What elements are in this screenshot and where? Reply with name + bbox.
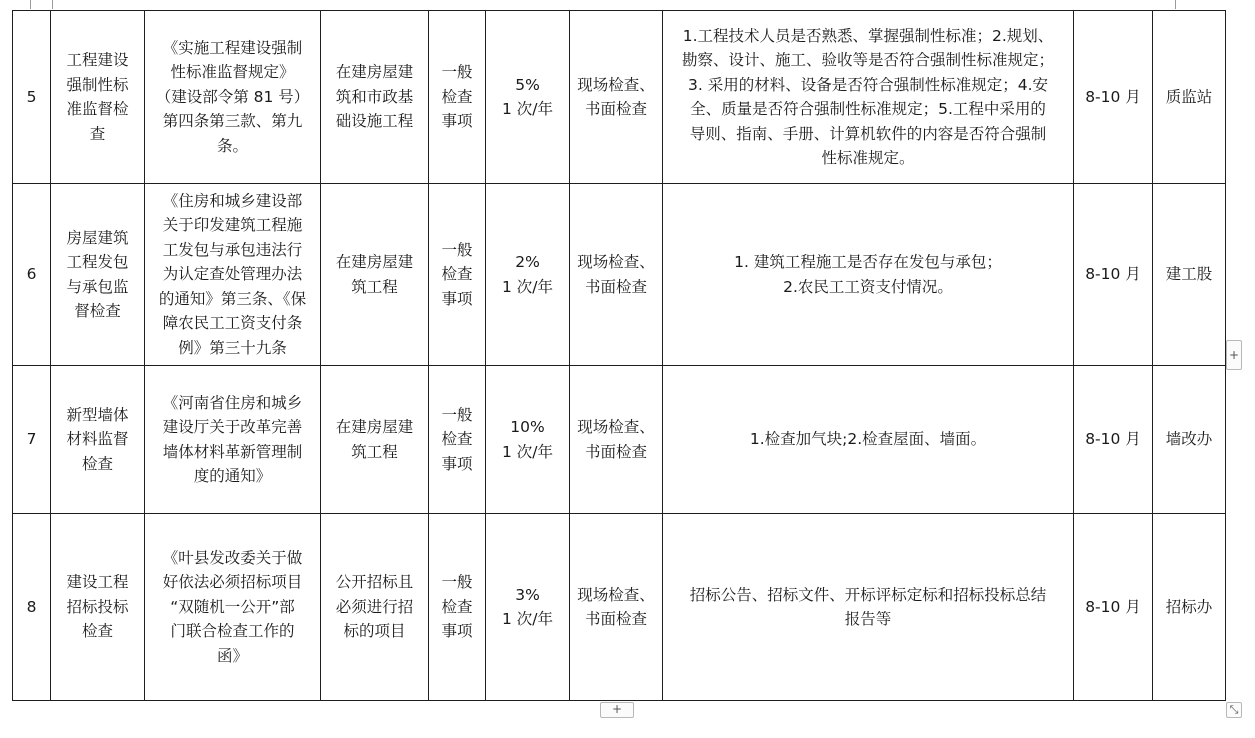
cell-line: 筑和市政基: [335, 87, 414, 106]
table-row: [13, 514, 1226, 701]
cell-line: 招标投标: [66, 597, 129, 616]
cell-line: 1.工程技术人员是否熟悉、掌握强制性标准；2.规划、: [682, 26, 1054, 45]
check-content-cell: [663, 184, 1074, 366]
cell-line: 《实施工程建设强制: [162, 38, 303, 57]
item-name-cell: [51, 184, 145, 366]
cell-line: 建设厅关于改革完善: [162, 418, 303, 436]
cell-line: 例》第三十九条: [178, 338, 287, 357]
cell-line: 础设施工程: [335, 112, 414, 131]
row-number-cell: 6: [13, 184, 51, 366]
cell-line: 导则、指南、手册、计算机软件的内容是否符合强制: [689, 124, 1047, 143]
cell-line: 检查: [81, 622, 113, 641]
cell-line: 检查: [441, 597, 473, 616]
cell-line: 好依法必须招标项目: [162, 573, 303, 592]
department-cell: 招标办: [1153, 514, 1226, 701]
scope-cell: [321, 184, 429, 366]
cell-line: 检查: [441, 265, 473, 284]
cell-line: 在建房屋建: [335, 253, 414, 271]
cell-line: 3%: [515, 585, 540, 604]
scope-cell: [321, 366, 429, 514]
cell-line: 事项: [441, 112, 473, 131]
cell-line: 性标准监督规定》: [170, 63, 295, 82]
cell-line: 招标公告、招标文件、开标评标定标和招标投标总结: [689, 585, 1047, 604]
add-column-button[interactable]: +: [1226, 340, 1242, 370]
cell-line: 材料监督: [66, 430, 129, 449]
cell-line: 检查: [441, 430, 473, 449]
cell-line: （建设部令第 81 号）: [155, 87, 310, 106]
scope-cell: [321, 514, 429, 701]
cell-line: 《叶县发改委关于做: [162, 548, 303, 567]
cell-line: 工程发包: [66, 253, 129, 271]
cell-line: 书面检查: [584, 100, 647, 118]
ratio-frequency-cell: [486, 366, 570, 514]
cell-line: 1. 建筑工程施工是否存在发包与承包；: [734, 253, 1002, 271]
cell-line: 工发包与承包违法行: [162, 240, 303, 259]
cell-line: 一般: [441, 63, 473, 82]
cell-line: 2%: [515, 253, 540, 271]
time-cell: 8-10 月: [1074, 366, 1153, 514]
check-method-cell: [570, 514, 663, 701]
table-body: [13, 11, 1226, 701]
cell-line: 报告等: [844, 610, 892, 628]
table-row: [13, 11, 1226, 184]
cell-line: 督检查: [74, 302, 121, 320]
department-cell: 墙改办: [1153, 366, 1226, 514]
cell-line: 条。: [216, 136, 248, 155]
cell-line: 门联合检查工作的: [170, 622, 295, 641]
cell-line: 一般: [441, 405, 473, 424]
add-row-button[interactable]: +: [600, 702, 634, 718]
cell-line: 1 次/年: [501, 100, 553, 118]
cell-line: 书面检查: [584, 610, 647, 628]
row-number-cell: 5: [13, 11, 51, 184]
department-cell: 质监站: [1153, 11, 1226, 184]
cell-line: 一般: [441, 240, 473, 259]
check-method-cell: [570, 184, 663, 366]
department-cell: 建工股: [1153, 184, 1226, 366]
time-cell: 8-10 月: [1074, 514, 1153, 701]
cell-line: 标的项目: [343, 622, 406, 641]
cell-line: 建设工程: [66, 573, 129, 592]
cell-line: 检查: [81, 454, 113, 473]
cell-line: 3. 采用的材料、设备是否符合强制性标准规定；4.安: [687, 75, 1048, 94]
row-number-cell: 7: [13, 366, 51, 514]
item-name-cell: [51, 366, 145, 514]
item-type-cell: [429, 514, 486, 701]
cell-line: 书面检查: [584, 442, 647, 461]
cell-line: 筑工程: [351, 277, 398, 296]
cell-line: 1.检查加气块;2.检查屋面、墙面。: [749, 430, 987, 449]
time-cell: 8-10 月: [1074, 11, 1153, 184]
cell-line: 事项: [441, 454, 473, 473]
cell-line: 检查: [441, 87, 473, 106]
cell-line: 性标准规定。: [821, 149, 915, 167]
cell-line: 工程建设: [66, 51, 129, 69]
cell-line: 查: [89, 124, 106, 143]
cell-line: 新型墙体: [66, 405, 129, 424]
ratio-frequency-cell: [486, 11, 570, 184]
check-content-cell: [663, 366, 1074, 514]
cell-line: 事项: [441, 622, 473, 641]
cell-line: 《河南省住房和城乡: [162, 393, 303, 412]
item-name-cell: [51, 11, 145, 184]
cell-line: 必须进行招: [335, 597, 414, 616]
cell-line: 在建房屋建: [335, 63, 414, 82]
cell-line: 关于印发建筑工程施: [162, 216, 303, 235]
cell-line: 在建房屋建: [335, 418, 414, 436]
cell-line: 全、质量是否符合强制性标准规定；5.工程中采用的: [690, 100, 1046, 118]
cell-line: 事项: [441, 289, 473, 308]
item-type-cell: [429, 184, 486, 366]
cell-line: 与承包监: [66, 277, 129, 296]
check-method-cell: [570, 11, 663, 184]
cell-line: 墙体材料革新管理制: [162, 442, 303, 461]
time-cell: 8-10 月: [1074, 184, 1153, 366]
check-content-cell: [663, 11, 1074, 184]
cell-line: 为认定查处管理办法: [162, 265, 303, 284]
cell-line: 筑工程: [351, 442, 398, 461]
cell-line: 1 次/年: [501, 610, 553, 628]
cell-line: 障农民工工资支付条: [162, 314, 303, 333]
scope-cell: [321, 11, 429, 184]
cell-line: 1 次/年: [501, 277, 553, 296]
cell-line: 强制性标: [66, 75, 129, 94]
cell-line: 现场检查、: [577, 75, 655, 94]
cell-line: 准监督检: [66, 100, 129, 118]
cell-line: 房屋建筑: [66, 228, 129, 247]
ratio-frequency-cell: [486, 514, 570, 701]
cell-line: 现场检查、: [577, 585, 655, 604]
cell-line: 的通知》第三条、《保: [158, 289, 307, 308]
cell-line: 函》: [216, 646, 248, 665]
table-row: [13, 366, 1226, 514]
cell-line: 5%: [515, 75, 540, 94]
check-content-cell: [663, 514, 1074, 701]
item-name-cell: [51, 514, 145, 701]
check-method-cell: [570, 366, 663, 514]
cell-line: 度的通知》: [193, 467, 272, 485]
cell-line: 第四条第三款、第九: [162, 112, 303, 131]
cell-line: “双随机一公开”部: [170, 597, 295, 616]
table-resize-handle[interactable]: ⤡: [1226, 702, 1242, 718]
legal-basis-cell: [145, 184, 321, 366]
cell-line: 勘察、设计、施工、验收等是否符合强制性标准规定；: [681, 51, 1054, 69]
cell-line: 10%: [510, 418, 545, 436]
cell-line: 《住房和城乡建设部: [162, 191, 303, 210]
inspection-table: [12, 10, 1226, 701]
cell-line: 一般: [441, 573, 473, 592]
cell-line: 现场检查、: [577, 418, 655, 436]
legal-basis-cell: [145, 366, 321, 514]
item-type-cell: [429, 11, 486, 184]
cell-line: 现场检查、: [577, 253, 655, 271]
ratio-frequency-cell: [486, 184, 570, 366]
cell-line: 书面检查: [584, 277, 647, 296]
cell-line: 2.农民工工资支付情况。: [783, 277, 953, 296]
table-row: [13, 184, 1226, 366]
legal-basis-cell: [145, 11, 321, 184]
item-type-cell: [429, 366, 486, 514]
cell-line: 1 次/年: [501, 442, 553, 461]
legal-basis-cell: [145, 514, 321, 701]
cell-line: 公开招标且: [335, 573, 414, 592]
row-number-cell: 8: [13, 514, 51, 701]
